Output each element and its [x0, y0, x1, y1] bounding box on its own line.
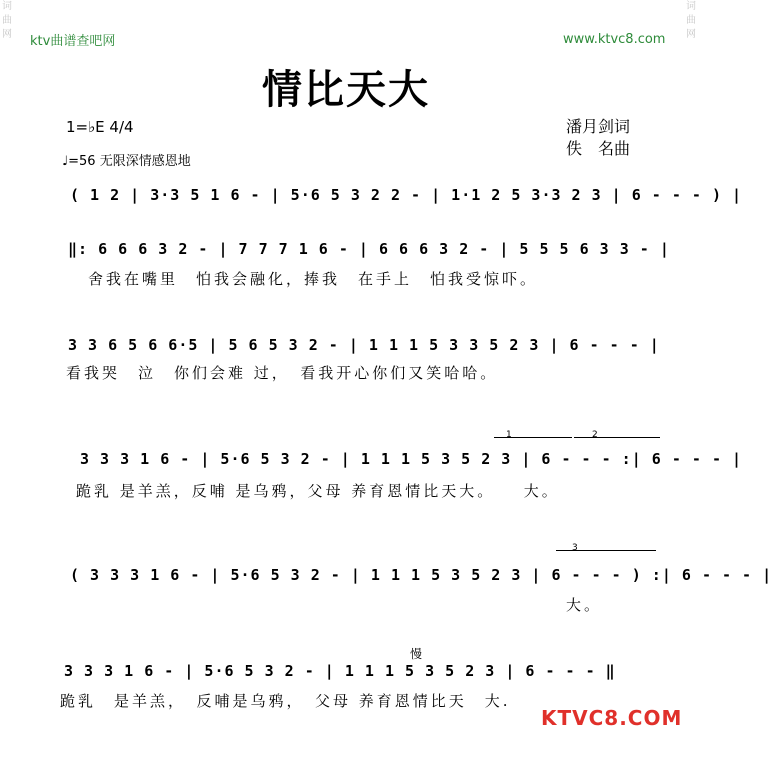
volta-3-bracket: [556, 550, 656, 551]
site-url-right: www.ktvc8.com: [563, 32, 666, 47]
song-title: 情比天大: [262, 67, 430, 113]
side-watermark-left: 词曲网: [2, 1, 12, 40]
lyric-line-4: 跪乳 是羊羔，反哺 是乌鸦，父母 养育恩情比天大。 大。: [76, 482, 560, 500]
lyricist: 潘月剑词: [566, 117, 631, 136]
volta-1-label: 1: [506, 430, 512, 440]
song-credits: [566, 116, 630, 160]
composer: 佚 名曲: [566, 139, 631, 158]
volta-2-bracket: [574, 437, 660, 438]
key-signature: 1=♭E 4/4: [66, 118, 134, 136]
side-watermark-right: 词曲网: [686, 1, 696, 40]
lyric-line-5: 大。: [566, 596, 603, 614]
lyric-line-2: 舍我在嘴里 怕我会融化，捧我 在手上 怕我受惊吓。: [88, 270, 539, 288]
score-line-5: ( 3 3 3 1 6 - | 5·6 5 3 2 - | 1 1 1 5 3 5 2 3 | 6 - - - ) :| 6 - - - |: [70, 566, 772, 584]
tempo-marking: ♩=56 无限深情感恩地: [62, 154, 191, 169]
slow-mark: 慢: [410, 647, 423, 661]
lyric-line-6: 跪乳 是羊羔， 反哺是乌鸦， 父母 养育恩情比天 大.: [60, 692, 511, 710]
score-line-3: 3 3 6 5 6 6·5 | 5 6 5 3 2 - | 1 1 1 5 3 3 5 2 3 | 6 - - - |: [68, 336, 660, 354]
score-line-4: 3 3 3 1 6 - | 5·6 5 3 2 - | 1 1 1 5 3 5 2 3 | 6 - - - :| 6 - - - |: [80, 450, 743, 468]
site-name-left: ktv曲谱查吧网: [30, 34, 116, 49]
lyric-line-3: 看我哭 泣 你们会难 过， 看我开心你们又笑哈哈。: [66, 364, 499, 382]
score-line-2: ‖: 6 6 6 3 2 - | 7 7 7 1 6 - | 6 6 6 3 2 - | 5 5 5 6 3 3 - |: [68, 240, 670, 258]
watermark-logo: KTVC8.COM: [541, 706, 683, 730]
volta-2-label: 2: [592, 430, 598, 440]
score-line-6: 3 3 3 1 6 - | 5·6 5 3 2 - | 1 1 1 5 3 5 2 3 | 6 - - - ‖: [64, 662, 616, 680]
volta-3-label: 3: [572, 543, 578, 553]
score-line-intro: ( 1 2 | 3·3 5 1 6 - | 5·6 5 3 2 2 - | 1·1 2 5 3·3 2 3 | 6 - - - ) |: [70, 186, 743, 204]
